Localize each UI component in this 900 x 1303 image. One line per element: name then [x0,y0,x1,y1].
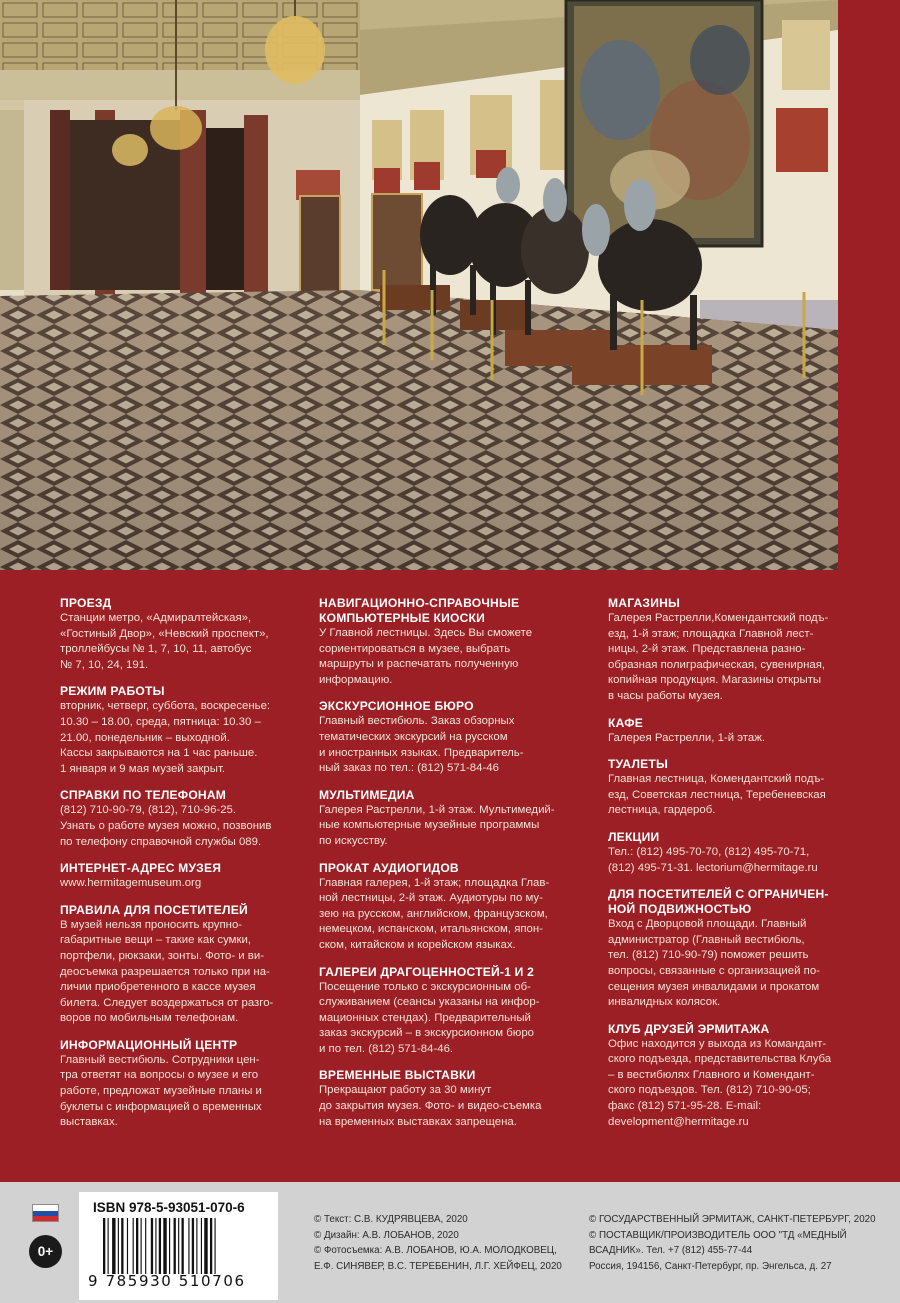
barcode-bar [204,1218,207,1274]
info-section-body: Главный вестибюль. Сотрудники цен- тра ответят на вопросы о музее и его работе, предложат музейные планы и буклеты с информацией о временных выставках. [60,1053,262,1129]
info-section-body: Вход с Дворцовой площади. Главный администратор (Главный вестибюль, тел. (812) 710-90-79) поможет решить вопросы, связанные с организацией по- сещения музея инвалидами и прокатом инвалидных колясок. [608,918,820,1009]
info-section-title: КЛУБ ДРУЗЕЙ ЭРМИТАЖА [608,1021,770,1036]
barcode-bar [108,1218,109,1274]
barcode-bar [151,1218,153,1274]
barcode-bar [182,1218,184,1274]
barcode-bar [127,1218,128,1274]
barcode-digits: 9 785930 510706 [88,1272,246,1290]
info-section-body: Главная галерея, 1-й этаж; площадка Глав- ной лестницы, 2-й этаж. Аудиотуры по му- зею на русском, английском, французском, немецком, испанском, итальянском, япон- ском, китайском и корейском языках. [319,876,550,951]
info-section-title: МУЛЬТИМЕДИА [319,787,415,802]
info-section [608,716,844,747]
info-section [608,830,844,876]
barcode-bar [133,1218,134,1274]
info-section-body: www.hermitagemuseum.org [60,877,202,890]
info-section-title: ДЛЯ ПОСЕТИТЕЛЕЙ С ОГРАНИЧЕН- НОЙ ПОДВИЖНОСТЬЮ [608,887,829,917]
info-section [319,1068,557,1130]
info-section [608,596,844,705]
info-section-body: У Главной лестницы. Здесь Вы сможете сориентироваться в музее, выбрать маршруты и распечатать полученную информацию. [319,627,533,686]
info-section-title: ПРОЕЗД [60,596,112,610]
info-section-title: ТУАЛЕТЫ [608,757,669,772]
info-section-body: вторник, четверг, суббота, воскресенье: 10.30 – 18.00, среда, пятница: 10.30 – 21.00, понедельник – выходной. Кассы закрываются на 1 час раньше. 1 января и 9 мая музей закрыт. [60,700,271,775]
barcode-bar [178,1218,179,1274]
info-section-body: Галерея Растрелли, 1-й этаж. [608,731,766,744]
info-section-body: Тел.: (812) 495-70-70, (812) 495-70-71, (812) 495-71-31. lectorium@hermitage.ru [608,845,818,874]
info-column-3 [608,596,844,1141]
info-section-title: ПРОКАТ АУДИОГИДОВ [319,860,459,875]
barcode-bar [136,1218,138,1274]
cover-footer [0,1182,900,1303]
info-section-body: Главная лестница, Комендантский подъ- езд, Советская лестница, Теребеневская лестница, гардероб. [608,773,826,817]
info-section [319,861,557,954]
barcode-bar [155,1218,156,1274]
barcode-bar [174,1218,176,1274]
isbn-barcode-block [79,1192,278,1300]
info-section-body: Посещение только с экскурсионным об- служиванием (сеансы указаны на инфор- мационных стендах). Предварительный заказ экскурсий – в экскурсионном бюро и по тел. (812) 571-84-46. [319,980,540,1055]
info-section-title: МАГАЗИНЫ [608,596,681,610]
info-section [608,1022,844,1131]
credits-publisher: © ГОСУДАРСТВЕННЫЙ ЭРМИТАЖ, САНКТ-ПЕТЕРБУРГ, 2020 © ПОСТАВЩИК/ПРОИЗВОДИТЕЛЬ ООО "ТД «МЕДНЫЙ ВСАДНИК». Тел. +7 (812) 455-77-44 Россия, 194156, Санкт-Петербург, пр. Энгельса, д. 27 [589,1214,876,1272]
info-section-body: Галерея Растрелли,Комендантский подъ- езд, 1-й этаж; площадка Главной лест- ницы, 2-й этаж. Представлена разно- образная полиграфическая, сувенирная, копийная продукция. Магазины открыты в часы работы музея. [608,612,829,702]
barcode-bar [196,1218,197,1274]
info-section [319,596,557,688]
barcode-bar [169,1218,170,1274]
info-section-body: Станции метро, «Адмиралтейская», «Гостиный Двор», «Невский проспект», троллейбусы № 1, 7, 10, 11, автобус № 7, 10, 24, 191. [60,612,269,671]
info-section [60,596,292,673]
info-section-title: ВРЕМЕННЫЕ ВЫСТАВКИ [319,1068,476,1083]
barcode-bar [192,1218,194,1274]
barcode-bar [159,1218,161,1274]
info-column-2 [319,596,557,1141]
info-section [60,861,292,892]
info-section-title: ИНФОРМАЦИОННЫЙ ЦЕНТР [60,1037,238,1052]
barcode-bar [141,1218,142,1274]
info-section [319,965,557,1058]
info-section [60,1038,292,1131]
info-section-title: РЕЖИМ РАБОТЫ [60,684,165,699]
russian-flag-icon [32,1204,59,1222]
info-section-body: Главный вестибюль. Заказ обзорных тематических экскурсий на русском и иностранных языках. Предваритель- ный заказ по тел.: (812) 571-84-46 [319,715,524,775]
info-section-title: ИНТЕРНЕТ-АДРЕС МУЗЕЯ [60,861,222,876]
info-section-title: КАФЕ [608,715,644,730]
info-section-title: ПРАВИЛА ДЛЯ ПОСЕТИТЕЛЕЙ [60,902,248,917]
barcode-bar [145,1218,146,1274]
info-section-title: ЛЕКЦИИ [608,829,660,844]
info-section [60,903,292,1027]
info-section-title: СПРАВКИ ПО ТЕЛЕФОНАМ [60,788,227,803]
knights-hall-photo [0,0,838,570]
info-section [608,887,844,1011]
info-section-body: (812) 710-90-79, (812), 710-96-25. Узнать о работе музея можно, позвонив по телефону справочной службы 089. [60,804,272,848]
info-section-body: В музей нельзя проносить крупно- габаритные вещи – такие как сумки, портфели, рюкзаки, зонты. Фото- и ви- деосъемка разрешается только при на- личии приобретенного в кассе музея билета. Следует воздержаться от разго- воров по мобильным телефонам. [60,918,274,1025]
info-section-body: Прекращают работу за 30 минут до закрытия музея. Фото- и видео-съемка на временных выставках запрещена. [319,1084,542,1128]
barcode-bar [118,1218,119,1274]
barcode-bar [210,1218,212,1274]
barcode-bar [188,1218,189,1274]
info-section [60,684,292,777]
info-section [319,699,557,776]
info-section [60,788,292,850]
age-rating-badge: 0+ [29,1235,62,1268]
barcode-bar [215,1218,216,1274]
info-section-title: ГАЛЕРЕИ ДРАГОЦЕННОСТЕЙ-1 И 2 [319,964,535,979]
info-section [608,757,844,819]
info-section-title: ЭКСКУРСИОННОЕ БЮРО [319,699,474,714]
info-section-body: Галерея Растрелли, 1-й этаж. Мультимедий- ные компьютерные музейные программы по искусству. [319,803,555,847]
barcode-bar [201,1218,202,1274]
credits-authors: © Текст: С.В. КУДРЯВЦЕВА, 2020 © Дизайн: А.В. ЛОБАНОВ, 2020 © Фотосъемка: А.В. ЛОБАНОВ, Ю.А. МОЛОДКОВЕЦ, Е.Ф. СИНЯВЕР, В.С. ТЕРЕБЕНИН, Л.Г. ХЕЙФЕЦ, 2020 [314,1214,562,1272]
isbn-number: ISBN 978-5-93051-070-6 [93,1200,245,1215]
barcode-bar [163,1218,166,1274]
info-column-1 [60,596,292,1142]
cover-edge-strip [838,0,900,570]
barcode-bar [121,1218,123,1274]
info-section-body: Офис находится у выхода из Командант- ского подъезда, представительства Клуба – в вестибюлях Главного и Комендант- ского подъездов. Тел. (812) 710-90-05; факс (812) 571-95-28. E-mail: development@hermitage.ru [608,1037,832,1128]
info-section-title: НАВИГАЦИОННО-СПРАВОЧНЫЕ КОМПЬЮТЕРНЫЕ КИОСКИ [319,596,520,625]
barcode [103,1218,273,1274]
info-section [319,788,557,850]
barcode-bar [103,1218,105,1274]
barcode-bar [112,1218,115,1274]
visitor-info-panel [0,570,900,1182]
